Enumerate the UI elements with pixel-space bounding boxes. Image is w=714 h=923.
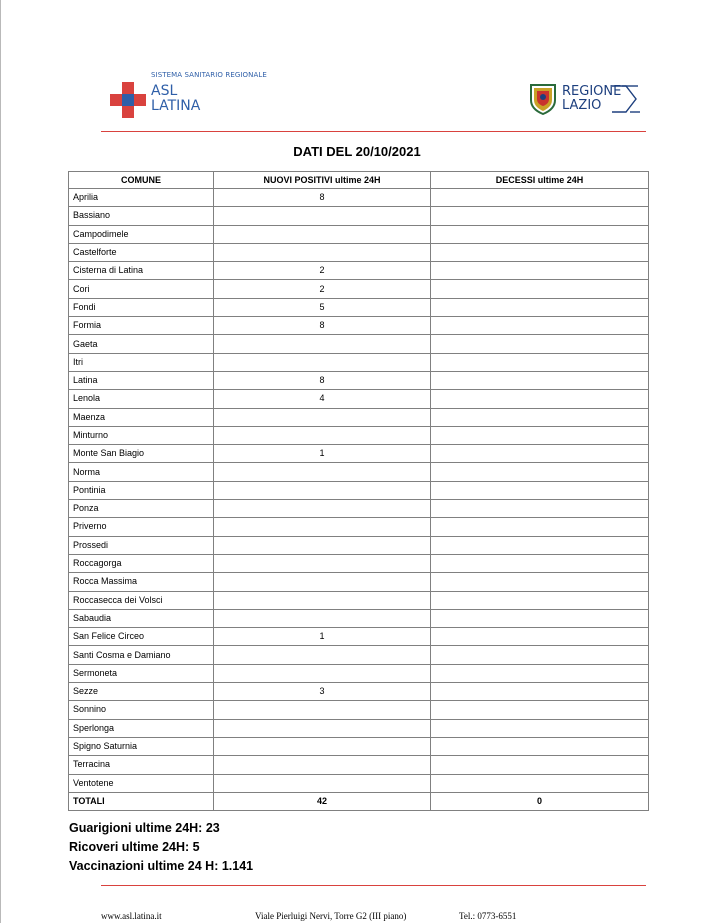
cell-comune: Itri <box>69 353 214 371</box>
cell-comune: Rocca Massima <box>69 573 214 591</box>
cell-decessi <box>431 390 649 408</box>
table-row <box>69 774 649 792</box>
cell-decessi <box>431 573 649 591</box>
cell-decessi <box>431 591 649 609</box>
document-title: DATI DEL 20/10/2021 <box>293 144 421 159</box>
regione-lazio-logo <box>528 82 642 118</box>
table-row <box>69 262 649 280</box>
cell-nuovi-positivi <box>214 737 431 755</box>
header-divider <box>101 131 646 132</box>
cell-nuovi-positivi <box>214 225 431 243</box>
cell-comune: Spigno Saturnia <box>69 737 214 755</box>
cell-decessi <box>431 463 649 481</box>
cell-nuovi-positivi: 2 <box>214 280 431 298</box>
cell-comune: Terracina <box>69 756 214 774</box>
cell-comune: Roccasecca dei Volsci <box>69 591 214 609</box>
table-row <box>69 683 649 701</box>
cell-comune: Cisterna di Latina <box>69 262 214 280</box>
page-edge <box>0 0 1 923</box>
cell-decessi <box>431 481 649 499</box>
table-row <box>69 207 649 225</box>
cell-nuovi-positivi <box>214 426 431 444</box>
cell-decessi <box>431 280 649 298</box>
cell-decessi <box>431 664 649 682</box>
vaccinazioni-summary: Vaccinazioni ultime 24 H: 1.141 <box>69 859 254 873</box>
cell-decessi <box>431 774 649 792</box>
cell-comune: Norma <box>69 463 214 481</box>
table-row <box>69 573 649 591</box>
guarigioni-summary: Guarigioni ultime 24H: 23 <box>69 821 220 835</box>
cell-nuovi-positivi <box>214 243 431 261</box>
table-row <box>69 445 649 463</box>
table-row <box>69 756 649 774</box>
cell-comune: Monte San Biagio <box>69 445 214 463</box>
cell-comune: Castelforte <box>69 243 214 261</box>
cell-decessi <box>431 298 649 316</box>
cell-comune: Sezze <box>69 683 214 701</box>
cell-comune: Sabaudia <box>69 609 214 627</box>
cell-comune: Minturno <box>69 426 214 444</box>
cell-nuovi-positivi <box>214 719 431 737</box>
cell-decessi <box>431 426 649 444</box>
table-row <box>69 628 649 646</box>
table-row <box>69 280 649 298</box>
cell-comune: Sermoneta <box>69 664 214 682</box>
table-row <box>69 189 649 207</box>
footer-address: Viale Pierluigi Nervi, Torre G2 (III piano) <box>255 911 407 921</box>
cell-comune: Roccagorga <box>69 554 214 572</box>
cell-nuovi-positivi <box>214 774 431 792</box>
cell-comune: Maenza <box>69 408 214 426</box>
cell-nuovi-positivi: 1 <box>214 445 431 463</box>
cell-comune: Gaeta <box>69 335 214 353</box>
totals-decessi: 0 <box>431 792 649 810</box>
table-row <box>69 737 649 755</box>
table-header-row <box>69 172 649 189</box>
cell-nuovi-positivi <box>214 701 431 719</box>
table-row <box>69 591 649 609</box>
cell-comune: San Felice Circeo <box>69 628 214 646</box>
cell-nuovi-positivi <box>214 518 431 536</box>
cell-nuovi-positivi: 1 <box>214 628 431 646</box>
cell-comune: Priverno <box>69 518 214 536</box>
cell-comune: Latina <box>69 371 214 389</box>
cell-comune: Pontinia <box>69 481 214 499</box>
lazio-seal-icon <box>528 82 558 115</box>
cell-nuovi-positivi <box>214 609 431 627</box>
cell-nuovi-positivi <box>214 756 431 774</box>
table-row <box>69 408 649 426</box>
table-row <box>69 353 649 371</box>
cell-comune: Ponza <box>69 500 214 518</box>
cell-decessi <box>431 756 649 774</box>
cell-nuovi-positivi <box>214 646 431 664</box>
cell-decessi <box>431 445 649 463</box>
footer-divider <box>101 885 646 886</box>
cell-decessi <box>431 683 649 701</box>
cell-nuovi-positivi <box>214 335 431 353</box>
asl-latina-logo <box>110 70 310 120</box>
lazio-label: LAZIO <box>562 98 602 113</box>
cell-nuovi-positivi: 8 <box>214 317 431 335</box>
cell-decessi <box>431 189 649 207</box>
cell-comune: Bassiano <box>69 207 214 225</box>
cell-decessi <box>431 719 649 737</box>
cell-nuovi-positivi <box>214 536 431 554</box>
cell-comune: Prossedi <box>69 536 214 554</box>
cell-comune: Santi Cosma e Damiano <box>69 646 214 664</box>
table-row <box>69 664 649 682</box>
table-row <box>69 317 649 335</box>
table-row <box>69 426 649 444</box>
cell-comune: Fondi <box>69 298 214 316</box>
cell-decessi <box>431 701 649 719</box>
cell-nuovi-positivi <box>214 463 431 481</box>
table-row <box>69 243 649 261</box>
cell-decessi <box>431 225 649 243</box>
table-row <box>69 390 649 408</box>
column-header-decessi: DECESSI ultime 24H <box>431 172 649 189</box>
asl-name-line1: ASL <box>151 83 178 99</box>
cell-nuovi-positivi: 8 <box>214 189 431 207</box>
cell-comune: Campodimele <box>69 225 214 243</box>
cell-decessi <box>431 243 649 261</box>
totals-row <box>69 792 649 810</box>
cell-nuovi-positivi: 2 <box>214 262 431 280</box>
table-row <box>69 701 649 719</box>
cell-decessi <box>431 536 649 554</box>
asl-subtitle: SISTEMA SANITARIO REGIONALE <box>151 71 267 79</box>
covid-data-table <box>68 171 649 811</box>
cell-nuovi-positivi: 3 <box>214 683 431 701</box>
cell-decessi <box>431 262 649 280</box>
cell-decessi <box>431 518 649 536</box>
lazio-chevron-icon <box>610 83 642 115</box>
table-row <box>69 335 649 353</box>
cell-nuovi-positivi: 8 <box>214 371 431 389</box>
cell-decessi <box>431 737 649 755</box>
table-row <box>69 518 649 536</box>
cell-comune: Aprilia <box>69 189 214 207</box>
footer-phone: Tel.: 0773-6551 <box>459 911 517 921</box>
table-row <box>69 225 649 243</box>
cell-decessi <box>431 408 649 426</box>
table-row <box>69 609 649 627</box>
cell-decessi <box>431 500 649 518</box>
cell-comune: Ventotene <box>69 774 214 792</box>
cell-nuovi-positivi <box>214 481 431 499</box>
table-row <box>69 298 649 316</box>
table-row <box>69 481 649 499</box>
cell-nuovi-positivi <box>214 664 431 682</box>
cell-comune: Cori <box>69 280 214 298</box>
table-row <box>69 554 649 572</box>
totals-nuovi-positivi: 42 <box>214 792 431 810</box>
cell-nuovi-positivi <box>214 573 431 591</box>
cell-decessi <box>431 628 649 646</box>
cell-decessi <box>431 646 649 664</box>
table-row <box>69 371 649 389</box>
cell-decessi <box>431 353 649 371</box>
cell-nuovi-positivi <box>214 207 431 225</box>
totals-label: TOTALI <box>69 792 214 810</box>
regione-label: REGIONE <box>562 84 622 99</box>
column-header-comune: COMUNE <box>69 172 214 189</box>
cell-decessi <box>431 335 649 353</box>
footer-website: www.asl.latina.it <box>101 911 162 921</box>
cell-comune: Lenola <box>69 390 214 408</box>
cell-nuovi-positivi <box>214 554 431 572</box>
table-row <box>69 463 649 481</box>
table-row <box>69 536 649 554</box>
cell-nuovi-positivi <box>214 500 431 518</box>
cell-decessi <box>431 317 649 335</box>
asl-name-line2: LATINA <box>151 98 201 114</box>
cell-nuovi-positivi <box>214 408 431 426</box>
cell-nuovi-positivi: 4 <box>214 390 431 408</box>
cell-decessi <box>431 207 649 225</box>
cell-decessi <box>431 609 649 627</box>
red-cross-icon <box>110 82 146 118</box>
table-body <box>69 189 649 811</box>
cell-nuovi-positivi: 5 <box>214 298 431 316</box>
cell-decessi <box>431 371 649 389</box>
column-header-nuovi-positivi: NUOVI POSITIVI ultime 24H <box>214 172 431 189</box>
cell-comune: Formia <box>69 317 214 335</box>
table-row <box>69 646 649 664</box>
table-row <box>69 719 649 737</box>
cell-comune: Sperlonga <box>69 719 214 737</box>
ricoveri-summary: Ricoveri ultime 24H: 5 <box>69 840 200 854</box>
cell-decessi <box>431 554 649 572</box>
cell-nuovi-positivi <box>214 591 431 609</box>
cell-nuovi-positivi <box>214 353 431 371</box>
table-row <box>69 500 649 518</box>
cell-comune: Sonnino <box>69 701 214 719</box>
